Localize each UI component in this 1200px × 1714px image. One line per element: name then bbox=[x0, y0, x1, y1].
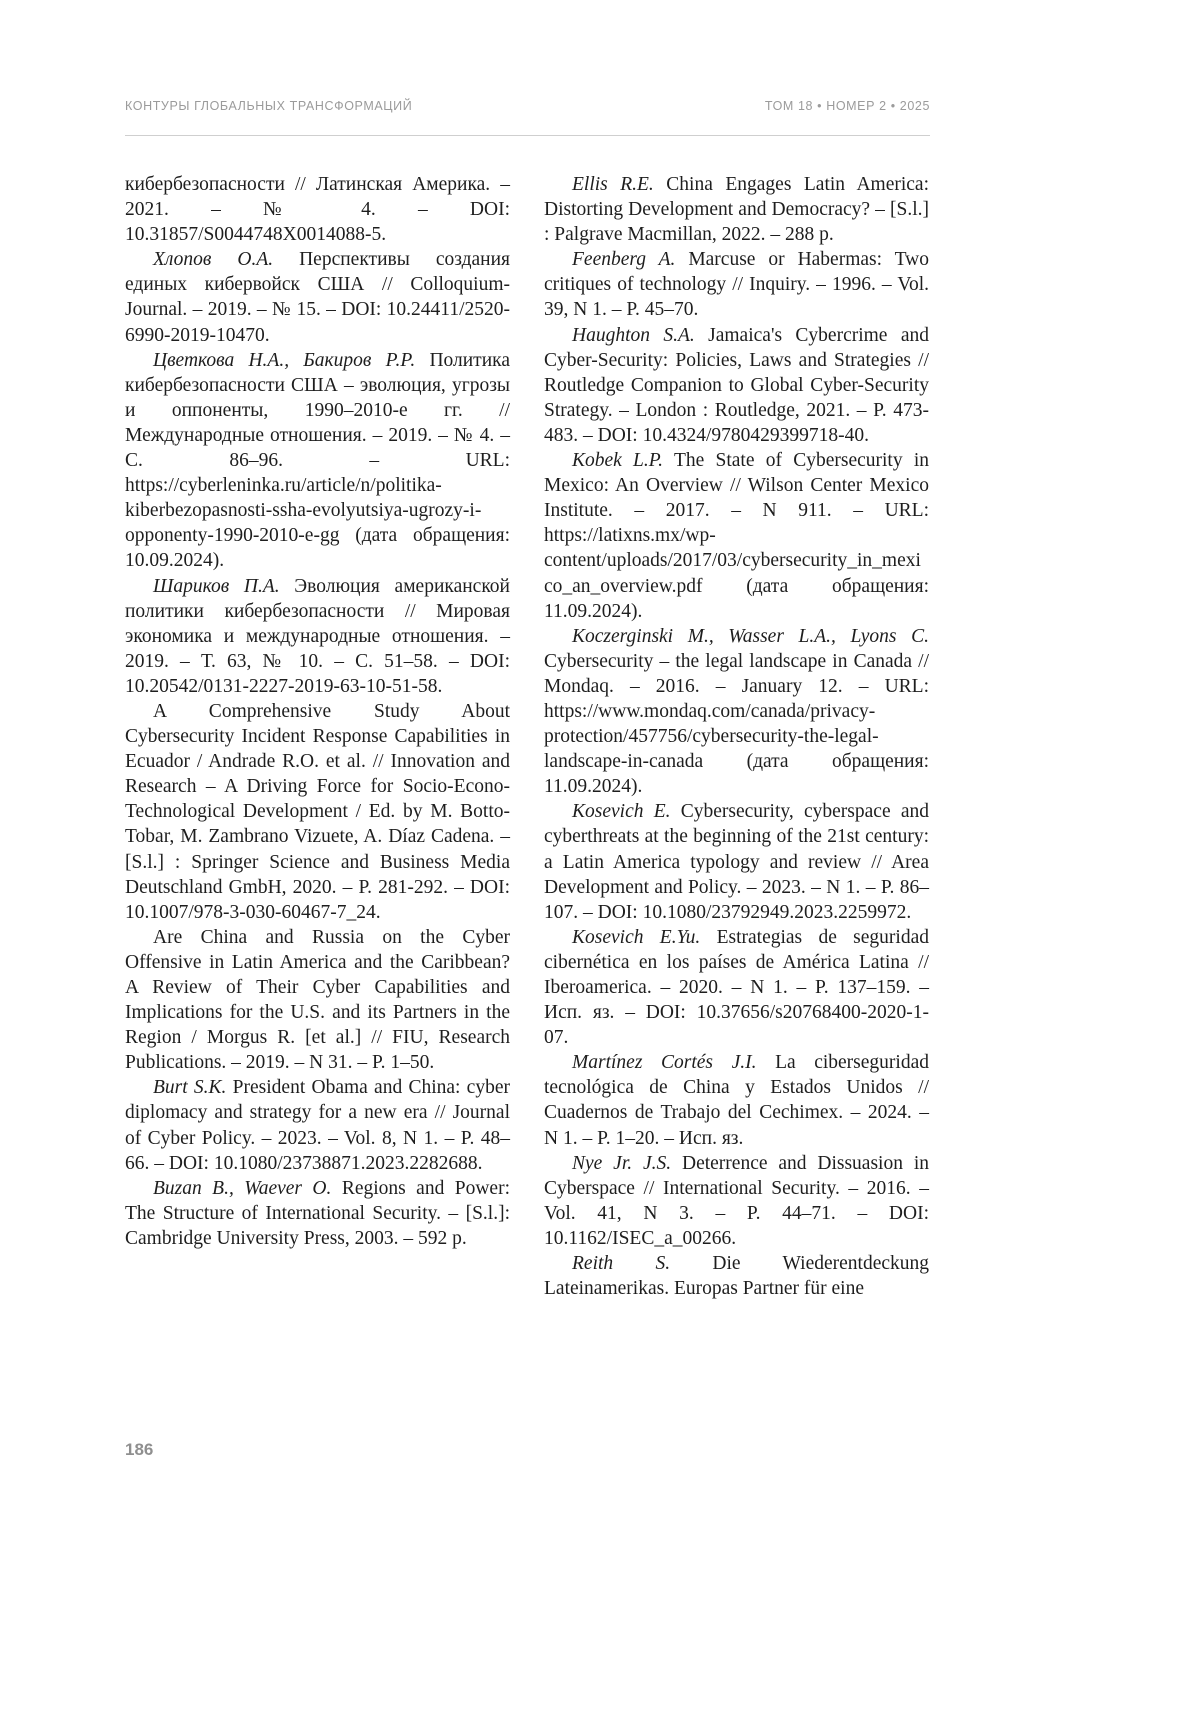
reference-entry: A Comprehensive Study About Cybersecurity Incident Response Capabilities in Ecuador / Andrade R.O. et al. // Innovation and Research – A Driving Force for Socio-Econo-Technological Development / Ed. by M. Botto-Tobar, M. Zambrano Vizuete, A. Díaz Cadena. – [S.l.] : Springer Science and Business Media Deutschland GmbH, 2020. – P. 281-292. – DOI: 10.1007/978-3-030-60467-7_24. bbox=[125, 700, 510, 923]
reference-entry: Шариков П.А. Эволюция американской политики кибербезопасности // Мировая экономика и международные отношения. – 2019. – Т. 63, № 10. – С. 51–58. – DOI: 10.20542/0131-2227-2019-63-10-51-58. bbox=[125, 575, 510, 697]
reference-entry: Martínez Cortés J.I. La ciberseguridad tecnológica de China y Estados Unidos // Cuadernos de Trabajo del Cechimex. – 2024. – N 1. – P. 1–20. – Исп. яз. bbox=[544, 1052, 929, 1149]
reference-entry: Burt S.K. President Obama and China: cyber diplomacy and strategy for a new era // Journal of Cyber Policy. – 2023. – Vol. 8, N 1. – P. 48–66. – DOI: 10.1080/23738871.2023.2282688. bbox=[125, 1077, 510, 1174]
reference-entry: Koczerginski M., Wasser L.A., Lyons C. Cybersecurity – the legal landscape in Canada // Mondaq. – 2016. – January 12. – URL: https://www.mondaq.com/canada/privacy-protection/457756/cybersecurity-the-legal-landscape-in-canada (дата обращения: 11.09.2024). bbox=[544, 625, 929, 798]
reference-authors: Nye Jr. J.S. bbox=[572, 1152, 672, 1174]
reference-entry: Are China and Russia on the Cyber Offensive in Latin America and the Caribbean? A Review of Their Cyber Capabilities and Implications for the U.S. and its Partners in the Region / Morgus R. [et al.] // FIU, Research Publications. – 2019. – N 31. – P. 1–50. bbox=[125, 926, 510, 1074]
reference-entry: Kosevich E.Yu. Estrategias de seguridad cibernética en los países de América Latina // Iberoamerica. – 2020. – N 1. – P. 137–159. – Исп. яз. – DOI: 10.37656/s20768400-2020-1-07. bbox=[544, 926, 929, 1049]
reference-authors: Kosevich E. bbox=[572, 801, 671, 823]
reference-authors: Kosevich E.Yu. bbox=[572, 926, 701, 948]
reference-entry: Reith S. Die Wiederentdeckung Lateinamerikas. Europas Partner für eine bbox=[544, 1253, 929, 1300]
reference-entry: Kosevich E. Cybersecurity, cyberspace and cyberthreats at the beginning of the 21st century: a Latin America typology and review // Area Development and Policy. – 2023. – N 1. – P. 86–107. – DOI: 10.1080/23792949.2023.2259972. bbox=[544, 801, 929, 923]
reference-authors: Martínez Cortés J.I. bbox=[572, 1052, 757, 1074]
right-column bbox=[544, 172, 929, 1301]
issue-info: ТОМ 18 • НОМЕР 2 • 2025 bbox=[764, 99, 930, 113]
reference-entry: Ellis R.E. China Engages Latin America: Distorting Development and Democracy? – [S.l.] : Palgrave Macmillan, 2022. – 288 p. bbox=[544, 174, 929, 246]
reference-authors: Шариков П.А. bbox=[153, 575, 280, 597]
reference-authors: Burt S.K. bbox=[153, 1077, 227, 1099]
reference-entry: кибербезопасности // Латинская Америка. – 2021. – № 4. – DOI: 10.31857/S0044748X0014088-5. bbox=[125, 174, 510, 246]
reference-authors: Koczerginski M., Wasser L.A., Lyons C. bbox=[572, 625, 929, 647]
reference-authors: Buzan B., Waever O. bbox=[153, 1177, 332, 1199]
reference-authors: Ellis R.E. bbox=[572, 174, 654, 195]
page-footer bbox=[125, 1440, 153, 1460]
reference-authors: Kobek L.P. bbox=[572, 450, 664, 472]
reference-entry: Kobek L.P. The State of Cybersecurity in Mexico: An Overview // Wilson Center Mexico Institute. – 2017. – N 911. – URL: https://latixns.mx/wp-content/uploads/2017/03/cybersecurity_in_mexico_an_overview.pdf (дата обращения: 11.09.2024). bbox=[544, 450, 930, 622]
reference-entry: Feenberg A. Marcuse or Habermas: Two critiques of technology // Inquiry. – 1996. – Vol. 39, N 1. – P. 45–70. bbox=[544, 249, 929, 321]
reference-entry: Цветкова Н.А., Бакиров Р.Р. Политика кибербезопасности США – эволюция, угрозы и оппоненты, 1990–2010-е гг. // Международные отношения. – 2019. – № 4. – С. 86–96. – URL: https://cyberleninka.ru/article/n/politika-kiberbezopasnosti-ssha-evolyutsiya-ugrozy-i-opponenty-1990-2010-e-gg (дата обращения: 10.09.2024). bbox=[125, 349, 510, 572]
running-head bbox=[125, 99, 930, 113]
page-number: 186 bbox=[125, 1440, 154, 1459]
journal-title: КОНТУРЫ ГЛОБАЛЬНЫХ ТРАНСФОРМАЦИЙ bbox=[125, 99, 413, 113]
reference-columns bbox=[125, 172, 930, 1301]
header-rule bbox=[125, 135, 930, 136]
reference-entry: Хлопов О.А. Перспективы создания единых кибервойск США // Colloquium-Journal. – 2019. – № 15. – DOI: 10.24411/2520-6990-2019-10470. bbox=[125, 249, 510, 346]
reference-entry: Nye Jr. J.S. Deterrence and Dissuasion in Cyberspace // International Security. – 2016. – Vol. 41, N 3. – P. 44–71. – DOI: 10.1162/ISEC_a_00266. bbox=[544, 1152, 929, 1249]
reference-authors: Цветкова Н.А., Бакиров Р.Р. bbox=[153, 349, 416, 371]
reference-authors: Хлопов О.А. bbox=[153, 249, 274, 271]
reference-entry: Buzan B., Waever O. Regions and Power: The Structure of International Security. – [S.l.]: Cambridge University Press, 2003. – 592 p. bbox=[125, 1177, 510, 1249]
reference-authors: Reith S. bbox=[572, 1253, 671, 1275]
reference-entry: Haughton S.A. Jamaica's Cybercrime and Cyber-Security: Policies, Laws and Strategies // Routledge Companion to Global Cyber-Security Strategy. – London : Routledge, 2021. – P. 473-483. – DOI: 10.4324/9780429399718-40. bbox=[544, 324, 929, 446]
left-column bbox=[125, 172, 510, 1301]
reference-authors: Feenberg A. bbox=[572, 249, 676, 271]
reference-authors: Haughton S.A. bbox=[572, 324, 695, 346]
